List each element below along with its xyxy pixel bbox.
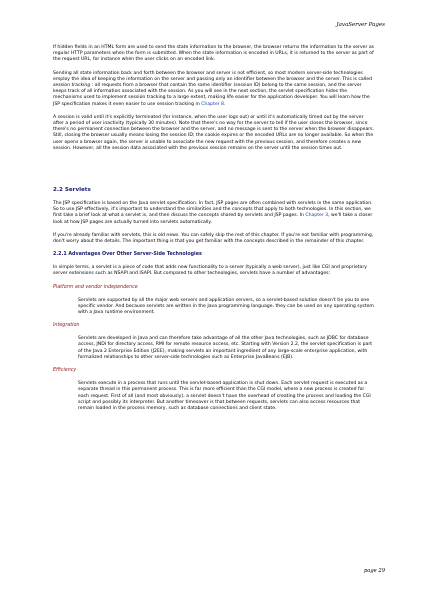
page-number: page 29 [363, 568, 385, 574]
servlets-paragraph-1 [53, 201, 375, 226]
chapter-8-link[interactable]: Chapter 8 [201, 101, 224, 107]
section-spacer [53, 159, 375, 187]
intro-paragraph-2-text-a: Sending all state information back and forth between the browser and server is not efficient, so most modern server-side technologies employ the idea of keeping the information on the server and passing only an identifier between the browser and the server. This is called [53, 70, 372, 82]
advantage-title-efficiency: Efficiency [53, 368, 77, 374]
subsection-heading-advantages: 2.2.1 Advantages Over Other Server-Side Technologies [53, 252, 202, 258]
page-body [53, 45, 375, 419]
intro-paragraph-3: A session is valid until it's explicitly terminated (for instance, when the user logs out) or until it's automatically timed out by the server after a period of user inactivity (typically 30 minutes). Note that there's no way for the server to tell if the user closes the browser, since there's no permanent connection between the browser and the server, and no message is sent to the server when the browser disappears. Still, closing the browser usually means losing the session ID; the cookie expires or the encoded URLs are no longer available. So when the user opens a browser again, the server is unable to associate the new request with the previous session, and therefore creates a new session. However, all the session data associated with the previous session remains on the server until the session times out. [53, 114, 375, 151]
advantage-title-platform: Platform and vendor independence [53, 284, 138, 290]
servlets-paragraph-2: If you're already familiar with servlets, this is old news. You can safely skip the rest of this chapter. If you're not familiar with programming, don't worry about the details. The important thing is that you get familiar with the concepts described in the remainder of this chapter. [53, 232, 374, 245]
advantage-body-platform: Servlets are supported by all the major web servers and application servers, so a servlet-based solution doesn't tie you to one specific vendor. And because servlets are written in the Java programming language, they can be used on any operating system with a Java runtime environment. [78, 297, 374, 316]
advantage-title-integration: Integration [53, 323, 80, 329]
advantage-body-integration: Servlets are developed in Java and can therefore take advantage of all the other Java technologies, such as JDBC for database access, JNDI for directory access, RMI for remote resource access, etc. Starting with Version 2.2, the servlet specification is part of the Java 2 Enterprise Edition (J2EE), making servlets an important ingredient of any large-scale enterprise application, with formalized relationships to other server-side technologies such as Enterprise JavaBeans (EJB). [78, 336, 373, 360]
section-heading-servlets: 2.2 Servlets [53, 187, 91, 194]
intro-paragraph-2-text-c: . [223, 101, 226, 107]
intro-paragraph-2-text-b: : all requests from a browser that contain the same identifier (session ID) belong to the same session, and the server keeps track of all information associated with the session. As you will see in the next section, the servlet specification hides the mechanisms used to implement session tracking to a large extent, making life easier for the application developer. You will learn how the JSP specification makes it even easier to use session tracking in [53, 83, 370, 107]
running-header: JavaServer Pages [336, 22, 385, 28]
servlets-paragraph-1-text-b: , we'll take a closer look at how JSP pages are actually turned into servlets automatically. [53, 213, 373, 225]
chapter-3-link[interactable]: Chapter 3 [305, 213, 329, 219]
session-tracking-term: session tracking [53, 83, 91, 89]
advantage-body-efficiency: Servlets execute in a process that runs until the servlet-based application is shut down. Each servlet request is executed as a separate thread in this permanent process. This is far more efficient than the CGI model, where a new process is created for each request. First of all (and most obviously), a servlet doesn't have the overhead of creating the process and loading the CGI script and possibly its interpreter. But another timesaver is that between requests, servlets can also access resources that remain loaded in the process memory, such as database connections and client state. [78, 381, 371, 411]
intro-paragraph-2 [53, 71, 375, 108]
intro-paragraph-1: If hidden fields in an HTML form are used to send the state information to the browser, the browser returns the information to the server as regular HTTP parameters when the form is submitted. When the state information is encoded in URLs, it is returned to the server as part of the request URL, for instance when the user clicks on an encoded link. [53, 45, 375, 63]
advantages-intro: In simple terms, a servlet is a piece of code that adds new functionality to a server (typically a web server), just like CGI and proprietary server extensions such as NSAPI and ISAPI. But compared to other technologies, servlets have a number of advantages: [53, 265, 367, 277]
servlets-paragraph-1-text-a: The JSP specification is based on the Java servlet specification. In fact, JSP pages are often combined with servlets in the same application. So to use JSP effectively, it's important to understand the similarities and the concepts that apply to both technologies. In this section, we first take a brief look at what a servlet is, and then discuss the concepts shared by servlets and JSP pages. In [53, 201, 373, 219]
